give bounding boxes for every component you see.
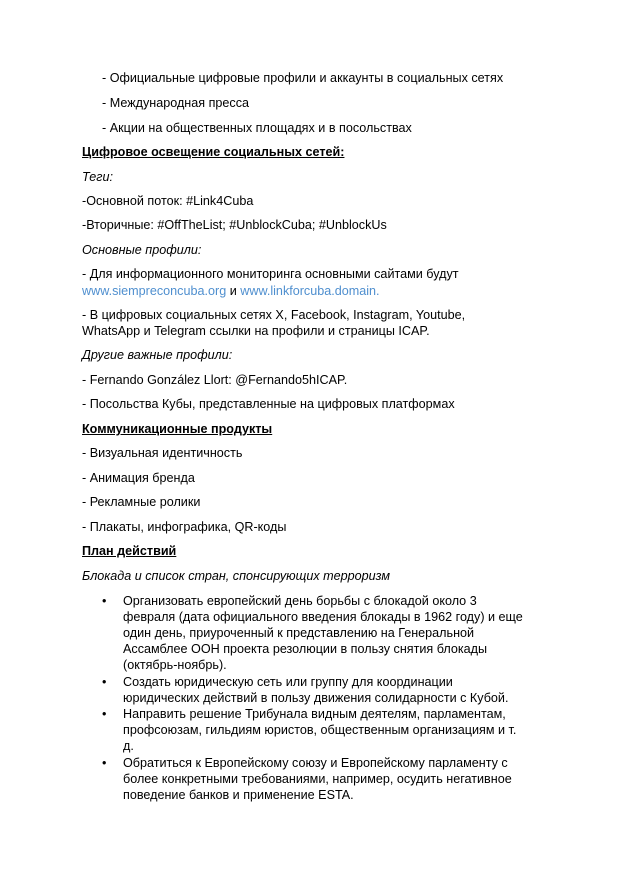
product-item: - Визуальная идентичность	[82, 446, 243, 460]
channel-item: - Международная пресса	[102, 96, 249, 110]
networks-line-1: - В цифровых социальных сетях X, Facebook, Instagram, Youtube,	[82, 308, 466, 322]
other-profiles-label: Другие важные профили:	[82, 348, 233, 362]
plan-subheading: Блокада и список стран, спонсирующих терроризм	[82, 569, 390, 583]
profile-item: - Посольства Кубы, представленные на цифровых платформах	[82, 397, 455, 411]
bullet-icon: •	[102, 594, 107, 608]
product-item: - Анимация бренда	[82, 471, 195, 485]
link-period: .	[376, 284, 380, 298]
site-link-linkforcuba[interactable]: www.linkforcuba.domain	[240, 284, 377, 298]
profile-item: - Fernando González Llort: @Fernando5hICAP.	[82, 373, 348, 387]
product-item: - Рекламные ролики	[82, 495, 201, 509]
bullet-icon: •	[102, 756, 107, 770]
bullet-text: Создать юридическую сеть или группу для координации юридических действий в пользу движения солидарности с Кубой.	[123, 675, 509, 705]
product-item: - Плакаты, инфографика, QR-коды	[82, 520, 287, 534]
monitoring-text: - Для информационного мониторинга основными сайтами будут	[82, 267, 459, 281]
site-link-siempreconcuba[interactable]: www.siempreconcuba.org	[82, 284, 227, 298]
channel-item: - Акции на общественных площадях и в посольствах	[102, 121, 412, 135]
section-heading-products: Коммуникационные продукты	[82, 422, 273, 436]
main-tag-line: -Основной поток: #Link4Cuba	[82, 194, 254, 208]
bullet-text: Обратиться к Европейскому союзу и Европейскому парламенту с более конкретными требованиями, например, осудить негативное поведение банков и применение ESTA.	[123, 756, 512, 802]
section-heading-plan: План действий	[82, 544, 177, 558]
secondary-tags-line: -Вторичные: #OffTheList; #UnblockCuba; #UnblockUs	[82, 218, 387, 232]
tags-label: Теги:	[82, 170, 113, 184]
bullet-text: Направить решение Трибунала видным деятелям, парламентам, профсоюзам, гильдиям юристов, общественным организациям и т. д.	[123, 707, 517, 753]
bullet-icon: •	[102, 707, 107, 721]
bullet-icon: •	[102, 675, 107, 689]
section-heading-social: Цифровое освещение социальных сетей:	[82, 145, 345, 159]
channel-item: - Официальные цифровые профили и аккаунты в социальных сетях	[102, 71, 504, 85]
monitoring-links-line	[82, 283, 380, 299]
networks-line-2: WhatsApp и Telegram ссылки на профили и страницы ICAP.	[82, 324, 430, 338]
bullet-text: Организовать европейский день борьбы с блокадой около 3 февраля (дата официального введения блокады в 1962 году) и еще один день, приуроченный к представлению на Генеральной Ассамблее ООН проекта резолюции в пользу снятия блокады (октябрь-ноябрь).	[123, 594, 523, 672]
main-profiles-label: Основные профили:	[82, 243, 202, 257]
and-conjunction: и	[226, 284, 241, 298]
